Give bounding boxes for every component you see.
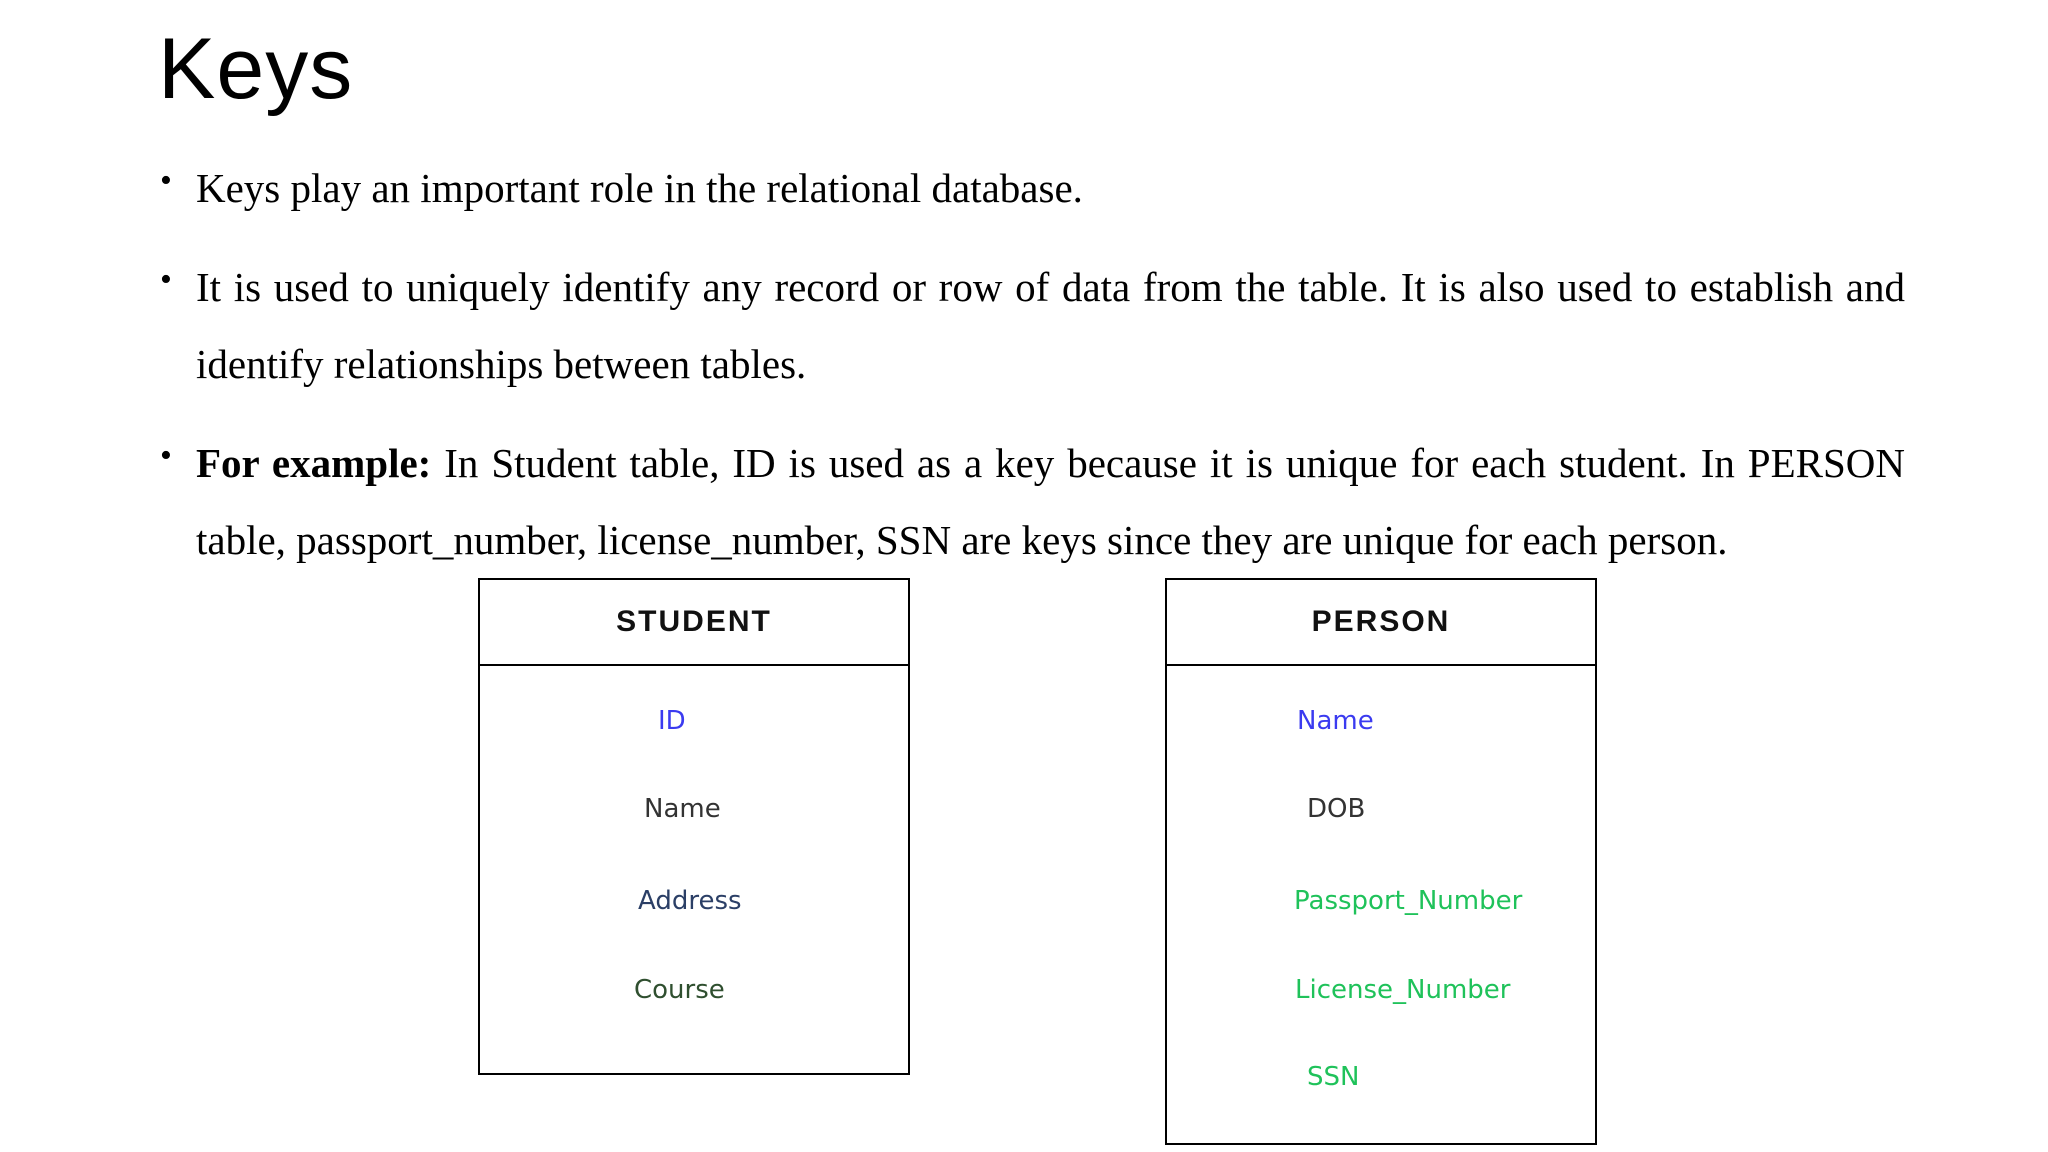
slide-title: Keys — [158, 21, 354, 117]
student-table — [478, 578, 910, 1075]
person-table — [1165, 578, 1597, 1145]
person-field-passport-number: Passport_Number — [1294, 886, 1523, 916]
person-table-title: PERSON — [1167, 580, 1595, 666]
bullet-lead: For example: — [196, 440, 432, 486]
bullet-item — [160, 425, 1905, 579]
bullet-text: Keys play an important role in the relational database. — [196, 165, 1083, 211]
bullet-text: In Student table, ID is used as a key because it is unique for each student. In PERSON table, passport_number, license_number, SSN are keys since they are unique for each person. — [196, 440, 1905, 563]
person-field-dob: DOB — [1307, 794, 1366, 824]
student-field-address: Address — [638, 886, 742, 916]
bullet-item — [160, 249, 1905, 403]
student-field-id: ID — [658, 706, 686, 736]
student-field-name: Name — [644, 794, 721, 824]
student-field-course: Course — [634, 975, 725, 1005]
student-table-title: STUDENT — [480, 580, 908, 666]
bullet-item — [160, 150, 1905, 227]
person-field-ssn: SSN — [1307, 1062, 1360, 1092]
bullet-list — [160, 150, 1905, 579]
bullet-text: It is used to uniquely identify any record or row of data from the table. It is also used to establish and identify relationships between tables. — [196, 264, 1905, 387]
person-field-license-number: License_Number — [1295, 975, 1511, 1005]
person-field-name: Name — [1297, 706, 1374, 736]
